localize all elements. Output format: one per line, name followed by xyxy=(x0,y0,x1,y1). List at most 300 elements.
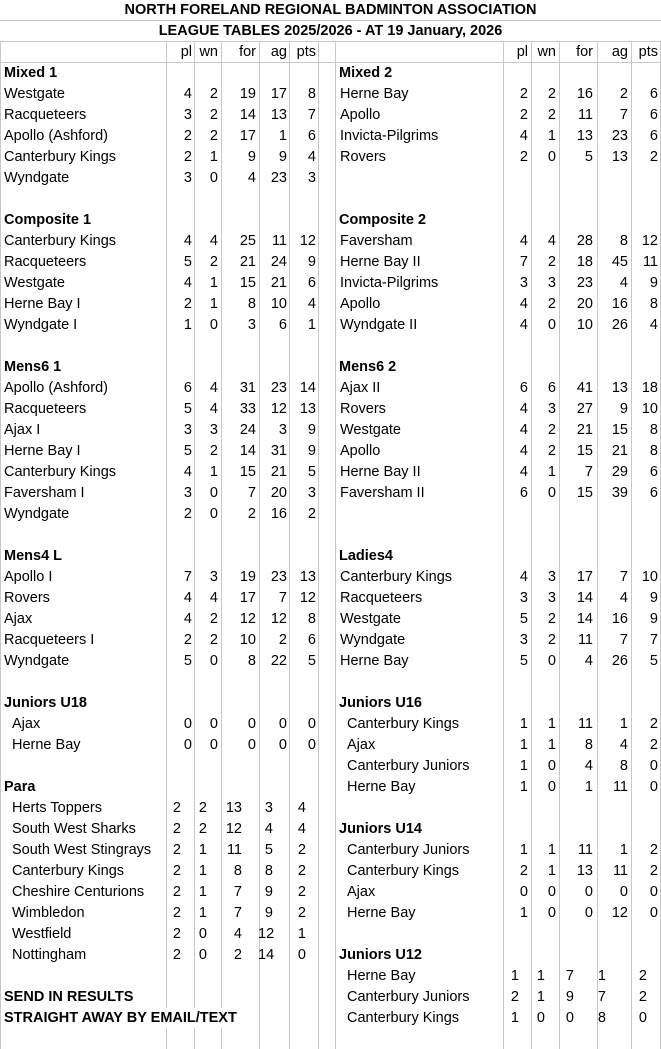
left-stat-wn: 2 xyxy=(198,800,207,816)
left-stat-ag: 17 xyxy=(270,86,287,102)
send-results-footer-line: STRAIGHT AWAY BY EMAIL/TEXT xyxy=(4,1010,237,1026)
left-team-name: Cheshire Centurions xyxy=(12,884,145,900)
right-stat-wn: 1 xyxy=(547,716,556,732)
left-stat-wn: 0 xyxy=(198,926,207,942)
right-stat-wn: 2 xyxy=(547,86,556,102)
page-title: NORTH FORELAND REGIONAL BADMINTON ASSOCIATION xyxy=(0,0,661,20)
right-stat-ag: 11 xyxy=(612,779,628,795)
right-stat-wn: 1 xyxy=(547,737,556,753)
right-stat-ag: 4 xyxy=(619,590,628,606)
left-stat-pl: 3 xyxy=(183,422,192,438)
right-stat-pl: 3 xyxy=(519,632,528,648)
left-stat-pts: 8 xyxy=(307,86,316,102)
left-team-name: Canterbury Kings xyxy=(12,863,125,879)
right-stat-wn: 0 xyxy=(547,905,556,921)
right-stat-ag: 26 xyxy=(611,317,628,333)
right-stat-pl: 1 xyxy=(510,1010,519,1026)
right-stat-pts: 6 xyxy=(649,128,658,144)
right-stat-pts: 8 xyxy=(649,443,658,459)
left-stat-pts: 2 xyxy=(297,842,306,858)
right-stat-for: 11 xyxy=(577,716,593,732)
left-group-title: Mixed 1 xyxy=(4,65,58,81)
right-team-name: Herne Bay II xyxy=(340,464,421,480)
left-team-name: Ajax xyxy=(12,716,41,732)
right-stat-pts: 2 xyxy=(649,149,658,165)
left-stat-for: 12 xyxy=(225,821,242,837)
right-team-name: Apollo xyxy=(340,107,381,123)
left-team-name: Canterbury Kings xyxy=(4,149,117,165)
left-team-name: Wyndgate xyxy=(4,506,70,522)
right-team-name: Herne Bay xyxy=(340,86,409,102)
right-group-title: Ladies4 xyxy=(339,548,393,564)
left-stat-pts: 2 xyxy=(297,884,306,900)
right-stat-for: 27 xyxy=(576,401,593,417)
left-stat-pl: 2 xyxy=(183,149,192,165)
right-team-name: Faversham xyxy=(340,233,413,249)
left-stat-wn: 2 xyxy=(209,107,218,123)
right-stat-pl: 6 xyxy=(519,485,528,501)
left-stat-ag: 21 xyxy=(270,275,287,291)
left-stat-pts: 3 xyxy=(307,170,316,186)
left-stat-ag: 20 xyxy=(270,485,287,501)
right-stat-pts: 6 xyxy=(649,464,658,480)
right-stat-for: 7 xyxy=(584,464,593,480)
left-stat-for: 0 xyxy=(247,737,256,753)
right-stat-for: 15 xyxy=(576,485,593,501)
right-stat-pts: 0 xyxy=(649,905,658,921)
left-stat-pl: 2 xyxy=(172,821,181,837)
left-stat-pts: 13 xyxy=(299,401,316,417)
left-stat-wn: 0 xyxy=(209,506,218,522)
left-stat-for: 24 xyxy=(239,422,256,438)
left-stat-wn: 0 xyxy=(209,653,218,669)
left-stat-wn: 4 xyxy=(209,590,218,606)
left-stat-ag: 5 xyxy=(264,842,273,858)
right-stat-ag: 16 xyxy=(611,611,628,627)
right-stat-wn: 2 xyxy=(547,107,556,123)
left-group-title: Juniors U18 xyxy=(4,695,87,711)
left-stat-pl: 6 xyxy=(183,380,192,396)
right-team-name: Canterbury Juniors xyxy=(347,989,470,1005)
right-stat-for: 7 xyxy=(565,968,574,984)
left-stat-for: 10 xyxy=(239,632,256,648)
right-stat-pl: 5 xyxy=(519,611,528,627)
right-stat-pts: 2 xyxy=(638,989,647,1005)
right-team-name: Canterbury Kings xyxy=(340,569,453,585)
right-stat-for: 28 xyxy=(576,233,593,249)
title-row xyxy=(0,0,661,21)
right-stat-pts: 8 xyxy=(649,422,658,438)
right-stat-pl: 1 xyxy=(519,779,528,795)
right-stat-wn: 0 xyxy=(536,1010,545,1026)
right-stat-ag: 8 xyxy=(619,758,628,774)
right-stat-pl: 1 xyxy=(519,905,528,921)
left-stat-for: 7 xyxy=(233,905,242,921)
right-stat-ag: 7 xyxy=(619,569,628,585)
left-team-name: Wyndgate xyxy=(4,653,70,669)
right-stat-wn: 3 xyxy=(547,590,556,606)
right-stat-ag: 45 xyxy=(611,254,628,270)
right-team-name: Rovers xyxy=(340,149,386,165)
left-team-name: Canterbury Kings xyxy=(4,233,117,249)
right-col-pts-header: pts xyxy=(638,44,658,60)
right-stat-ag: 2 xyxy=(619,86,628,102)
left-stat-pl: 7 xyxy=(183,569,192,585)
right-stat-for: 0 xyxy=(565,1010,574,1026)
left-stat-for: 7 xyxy=(247,485,256,501)
right-stat-pts: 7 xyxy=(649,632,658,648)
right-stat-for: 16 xyxy=(576,86,593,102)
right-stat-pts: 0 xyxy=(638,1010,647,1026)
left-stat-pl: 2 xyxy=(183,632,192,648)
left-stat-wn: 1 xyxy=(198,842,207,858)
right-stat-pl: 1 xyxy=(510,968,519,984)
right-stat-ag: 15 xyxy=(611,422,628,438)
left-stat-for: 11 xyxy=(226,842,242,858)
right-stat-pl: 1 xyxy=(519,758,528,774)
left-stat-pl: 0 xyxy=(183,716,192,732)
left-stat-pts: 5 xyxy=(307,464,316,480)
right-stat-wn: 0 xyxy=(547,779,556,795)
left-stat-ag: 21 xyxy=(270,464,287,480)
left-stat-ag: 14 xyxy=(258,947,275,963)
left-stat-pl: 2 xyxy=(172,842,181,858)
left-stat-wn: 1 xyxy=(209,275,218,291)
right-stat-wn: 3 xyxy=(547,569,556,585)
left-stat-pl: 2 xyxy=(183,128,192,144)
right-stat-pts: 0 xyxy=(649,779,658,795)
left-group-title: Para xyxy=(4,779,36,795)
left-stat-pts: 6 xyxy=(307,128,316,144)
left-stat-wn: 0 xyxy=(209,716,218,732)
right-stat-wn: 1 xyxy=(547,464,556,480)
right-stat-pl: 5 xyxy=(519,653,528,669)
right-stat-ag: 7 xyxy=(619,632,628,648)
left-stat-pl: 4 xyxy=(183,590,192,606)
right-stat-pl: 2 xyxy=(519,107,528,123)
left-stat-wn: 4 xyxy=(209,401,218,417)
left-stat-for: 14 xyxy=(239,107,256,123)
left-stat-for: 21 xyxy=(239,254,256,270)
right-stat-for: 0 xyxy=(584,884,593,900)
left-stat-ag: 23 xyxy=(270,380,287,396)
right-stat-ag: 9 xyxy=(619,401,628,417)
right-stat-ag: 1 xyxy=(597,968,606,984)
right-stat-pts: 8 xyxy=(649,296,658,312)
right-stat-pts: 9 xyxy=(649,611,658,627)
left-stat-pts: 12 xyxy=(299,233,316,249)
right-stat-wn: 2 xyxy=(547,632,556,648)
right-team-name: Ajax xyxy=(347,884,376,900)
left-stat-pts: 1 xyxy=(307,317,316,333)
left-stat-pts: 4 xyxy=(307,149,316,165)
left-team-name: Wyndgate xyxy=(4,170,70,186)
right-stat-for: 14 xyxy=(576,611,593,627)
right-stat-for: 11 xyxy=(577,842,593,858)
right-stat-for: 21 xyxy=(576,422,593,438)
right-stat-for: 4 xyxy=(584,653,593,669)
left-stat-wn: 2 xyxy=(209,611,218,627)
left-team-name: Racqueteers I xyxy=(4,632,95,648)
right-team-name: Westgate xyxy=(340,611,401,627)
right-team-name: Canterbury Kings xyxy=(347,863,460,879)
right-stat-pts: 2 xyxy=(638,968,647,984)
left-col-pl-header: pl xyxy=(180,44,192,60)
right-stat-pl: 4 xyxy=(519,401,528,417)
right-stat-for: 13 xyxy=(576,863,593,879)
left-team-name: Westfield xyxy=(12,926,72,942)
right-stat-for: 11 xyxy=(577,632,593,648)
left-stat-ag: 23 xyxy=(270,170,287,186)
left-stat-ag: 10 xyxy=(270,296,287,312)
right-stat-wn: 3 xyxy=(547,401,556,417)
right-team-name: Westgate xyxy=(340,422,401,438)
left-stat-for: 9 xyxy=(247,149,256,165)
right-stat-pl: 1 xyxy=(519,716,528,732)
left-stat-for: 19 xyxy=(239,86,256,102)
left-team-name: Ajax xyxy=(4,611,33,627)
right-stat-pl: 2 xyxy=(510,989,519,1005)
right-team-name: Canterbury Juniors xyxy=(347,758,470,774)
left-group-title: Mens4 L xyxy=(4,548,63,564)
right-stat-pl: 7 xyxy=(519,254,528,270)
left-stat-for: 2 xyxy=(247,506,256,522)
left-stat-ag: 9 xyxy=(264,905,273,921)
left-stat-wn: 2 xyxy=(198,821,207,837)
left-stat-pl: 2 xyxy=(183,506,192,522)
right-stat-pts: 0 xyxy=(649,884,658,900)
left-stat-wn: 3 xyxy=(209,569,218,585)
right-stat-for: 17 xyxy=(576,569,593,585)
left-stat-pl: 4 xyxy=(183,464,192,480)
left-stat-pts: 9 xyxy=(307,254,316,270)
left-stat-pts: 2 xyxy=(297,905,306,921)
left-stat-for: 17 xyxy=(239,590,256,606)
left-group-title: Mens6 1 xyxy=(4,359,62,375)
right-stat-wn: 6 xyxy=(547,380,556,396)
left-group-title: Composite 1 xyxy=(4,212,92,228)
page-subtitle: LEAGUE TABLES 2025/2026 - AT 19 January, 2026 xyxy=(0,21,661,41)
right-team-name: Wyndgate xyxy=(340,632,406,648)
left-stat-wn: 0 xyxy=(209,170,218,186)
left-stat-wn: 2 xyxy=(209,254,218,270)
right-stat-pts: 2 xyxy=(649,863,658,879)
left-stat-wn: 0 xyxy=(209,317,218,333)
left-stat-pts: 9 xyxy=(307,422,316,438)
left-stat-ag: 1 xyxy=(278,128,287,144)
left-stat-ag: 12 xyxy=(270,401,287,417)
right-stat-for: 20 xyxy=(576,296,593,312)
left-stat-ag: 23 xyxy=(270,569,287,585)
right-stat-wn: 1 xyxy=(547,128,556,144)
right-col-wn-header: wn xyxy=(537,44,556,60)
right-stat-wn: 0 xyxy=(547,758,556,774)
right-stat-wn: 1 xyxy=(547,842,556,858)
left-stat-pl: 5 xyxy=(183,653,192,669)
left-stat-pl: 3 xyxy=(183,107,192,123)
right-team-name: Apollo xyxy=(340,443,381,459)
left-team-name: Racqueteers xyxy=(4,107,87,123)
left-team-name: Herne Bay I xyxy=(4,443,81,459)
right-team-name: Canterbury Juniors xyxy=(347,842,470,858)
right-team-name: Racqueteers xyxy=(340,590,423,606)
right-team-name: Invicta-Pilgrims xyxy=(340,128,439,144)
left-stat-pts: 0 xyxy=(307,737,316,753)
left-stat-wn: 4 xyxy=(209,233,218,249)
right-team-name: Invicta-Pilgrims xyxy=(340,275,439,291)
left-stat-pts: 12 xyxy=(299,590,316,606)
right-stat-ag: 16 xyxy=(611,296,628,312)
right-stat-ag: 8 xyxy=(619,233,628,249)
right-team-name: Canterbury Kings xyxy=(347,716,460,732)
left-stat-ag: 4 xyxy=(264,821,273,837)
right-stat-pl: 0 xyxy=(519,884,528,900)
left-stat-ag: 31 xyxy=(270,443,287,459)
left-stat-for: 7 xyxy=(233,884,242,900)
right-group-title: Juniors U12 xyxy=(339,947,422,963)
right-stat-pl: 4 xyxy=(519,443,528,459)
right-stat-for: 10 xyxy=(576,317,593,333)
right-stat-pl: 6 xyxy=(519,380,528,396)
left-stat-ag: 0 xyxy=(278,737,287,753)
left-stat-pts: 4 xyxy=(297,800,306,816)
right-stat-pts: 5 xyxy=(649,653,658,669)
right-team-name: Herne Bay xyxy=(340,653,409,669)
left-stat-ag: 9 xyxy=(278,149,287,165)
left-team-name: South West Sharks xyxy=(12,821,136,837)
left-stat-ag: 3 xyxy=(278,422,287,438)
left-stat-ag: 3 xyxy=(264,800,273,816)
right-stat-wn: 0 xyxy=(547,884,556,900)
left-stat-for: 25 xyxy=(239,233,256,249)
left-stat-wn: 1 xyxy=(209,149,218,165)
right-stat-ag: 12 xyxy=(611,905,628,921)
left-team-name: Herne Bay xyxy=(12,737,81,753)
right-stat-ag: 7 xyxy=(597,989,606,1005)
right-stat-wn: 2 xyxy=(547,422,556,438)
right-team-name: Wyndgate II xyxy=(340,317,418,333)
right-stat-pts: 18 xyxy=(641,380,658,396)
left-stat-wn: 0 xyxy=(198,947,207,963)
left-team-name: Apollo (Ashford) xyxy=(4,380,108,396)
left-stat-pts: 5 xyxy=(307,653,316,669)
right-stat-for: 11 xyxy=(577,107,593,123)
left-team-name: Apollo I xyxy=(4,569,53,585)
left-stat-pl: 3 xyxy=(183,485,192,501)
right-stat-pts: 2 xyxy=(649,842,658,858)
left-stat-pl: 4 xyxy=(183,233,192,249)
right-stat-pl: 4 xyxy=(519,317,528,333)
right-stat-ag: 8 xyxy=(597,1010,606,1026)
left-stat-for: 12 xyxy=(239,611,256,627)
left-stat-ag: 12 xyxy=(258,926,275,942)
left-stat-for: 4 xyxy=(247,170,256,186)
column-header-row xyxy=(0,42,661,63)
right-stat-ag: 0 xyxy=(619,884,628,900)
left-stat-pl: 2 xyxy=(172,926,181,942)
left-stat-for: 8 xyxy=(247,653,256,669)
right-group-title: Composite 2 xyxy=(339,212,427,228)
left-team-name: Wyndgate I xyxy=(4,317,78,333)
left-stat-ag: 7 xyxy=(278,590,287,606)
right-stat-for: 8 xyxy=(584,737,593,753)
right-stat-pts: 2 xyxy=(649,737,658,753)
right-stat-ag: 7 xyxy=(619,107,628,123)
right-team-name: Rovers xyxy=(340,401,386,417)
left-stat-pts: 7 xyxy=(307,107,316,123)
right-stat-wn: 2 xyxy=(547,296,556,312)
left-stat-pts: 9 xyxy=(307,443,316,459)
right-stat-pts: 9 xyxy=(649,590,658,606)
right-team-name: Ajax II xyxy=(340,380,381,396)
left-stat-ag: 9 xyxy=(264,884,273,900)
right-stat-ag: 13 xyxy=(611,149,628,165)
left-col-ag-header: ag xyxy=(270,44,287,60)
left-team-name: Canterbury Kings xyxy=(4,464,117,480)
right-stat-wn: 3 xyxy=(547,275,556,291)
right-team-name: Ajax xyxy=(347,737,376,753)
right-col-pl-header: pl xyxy=(516,44,528,60)
left-stat-pl: 2 xyxy=(172,905,181,921)
left-stat-ag: 22 xyxy=(270,653,287,669)
right-stat-pts: 10 xyxy=(641,401,658,417)
right-stat-pl: 4 xyxy=(519,569,528,585)
left-stat-for: 14 xyxy=(239,443,256,459)
right-team-name: Herne Bay II xyxy=(340,254,421,270)
left-stat-ag: 13 xyxy=(270,107,287,123)
right-stat-pts: 0 xyxy=(649,758,658,774)
left-team-name: Rovers xyxy=(4,590,50,606)
left-stat-for: 8 xyxy=(247,296,256,312)
left-stat-ag: 16 xyxy=(270,506,287,522)
left-stat-pts: 6 xyxy=(307,275,316,291)
right-stat-pts: 10 xyxy=(641,569,658,585)
right-stat-ag: 11 xyxy=(612,863,628,879)
left-stat-ag: 12 xyxy=(270,611,287,627)
left-team-name: Faversham I xyxy=(4,485,85,501)
left-team-name: Apollo (Ashford) xyxy=(4,128,108,144)
right-stat-pts: 4 xyxy=(649,317,658,333)
right-stat-wn: 1 xyxy=(536,989,545,1005)
right-col-ag-header: ag xyxy=(611,44,628,60)
left-stat-for: 17 xyxy=(239,128,256,144)
left-stat-wn: 1 xyxy=(209,296,218,312)
left-stat-pts: 3 xyxy=(307,485,316,501)
left-stat-pl: 4 xyxy=(183,275,192,291)
left-stat-ag: 6 xyxy=(278,317,287,333)
right-stat-wn: 1 xyxy=(547,863,556,879)
left-stat-pts: 0 xyxy=(307,716,316,732)
right-stat-pl: 3 xyxy=(519,590,528,606)
right-team-name: Herne Bay xyxy=(347,779,416,795)
right-stat-pl: 4 xyxy=(519,464,528,480)
right-stat-ag: 23 xyxy=(611,128,628,144)
right-stat-pl: 3 xyxy=(519,275,528,291)
right-stat-wn: 2 xyxy=(547,254,556,270)
left-stat-pl: 4 xyxy=(183,86,192,102)
left-stat-for: 4 xyxy=(233,926,242,942)
left-stat-wn: 0 xyxy=(209,737,218,753)
right-group-title: Juniors U16 xyxy=(339,695,422,711)
right-stat-for: 23 xyxy=(576,275,593,291)
left-team-name: Wimbledon xyxy=(12,905,85,921)
left-stat-wn: 1 xyxy=(198,863,207,879)
right-group-title: Mixed 2 xyxy=(339,65,393,81)
right-col-for-header: for xyxy=(576,44,593,60)
left-stat-wn: 2 xyxy=(209,632,218,648)
right-stat-wn: 0 xyxy=(547,485,556,501)
left-team-name: Ajax I xyxy=(4,422,41,438)
